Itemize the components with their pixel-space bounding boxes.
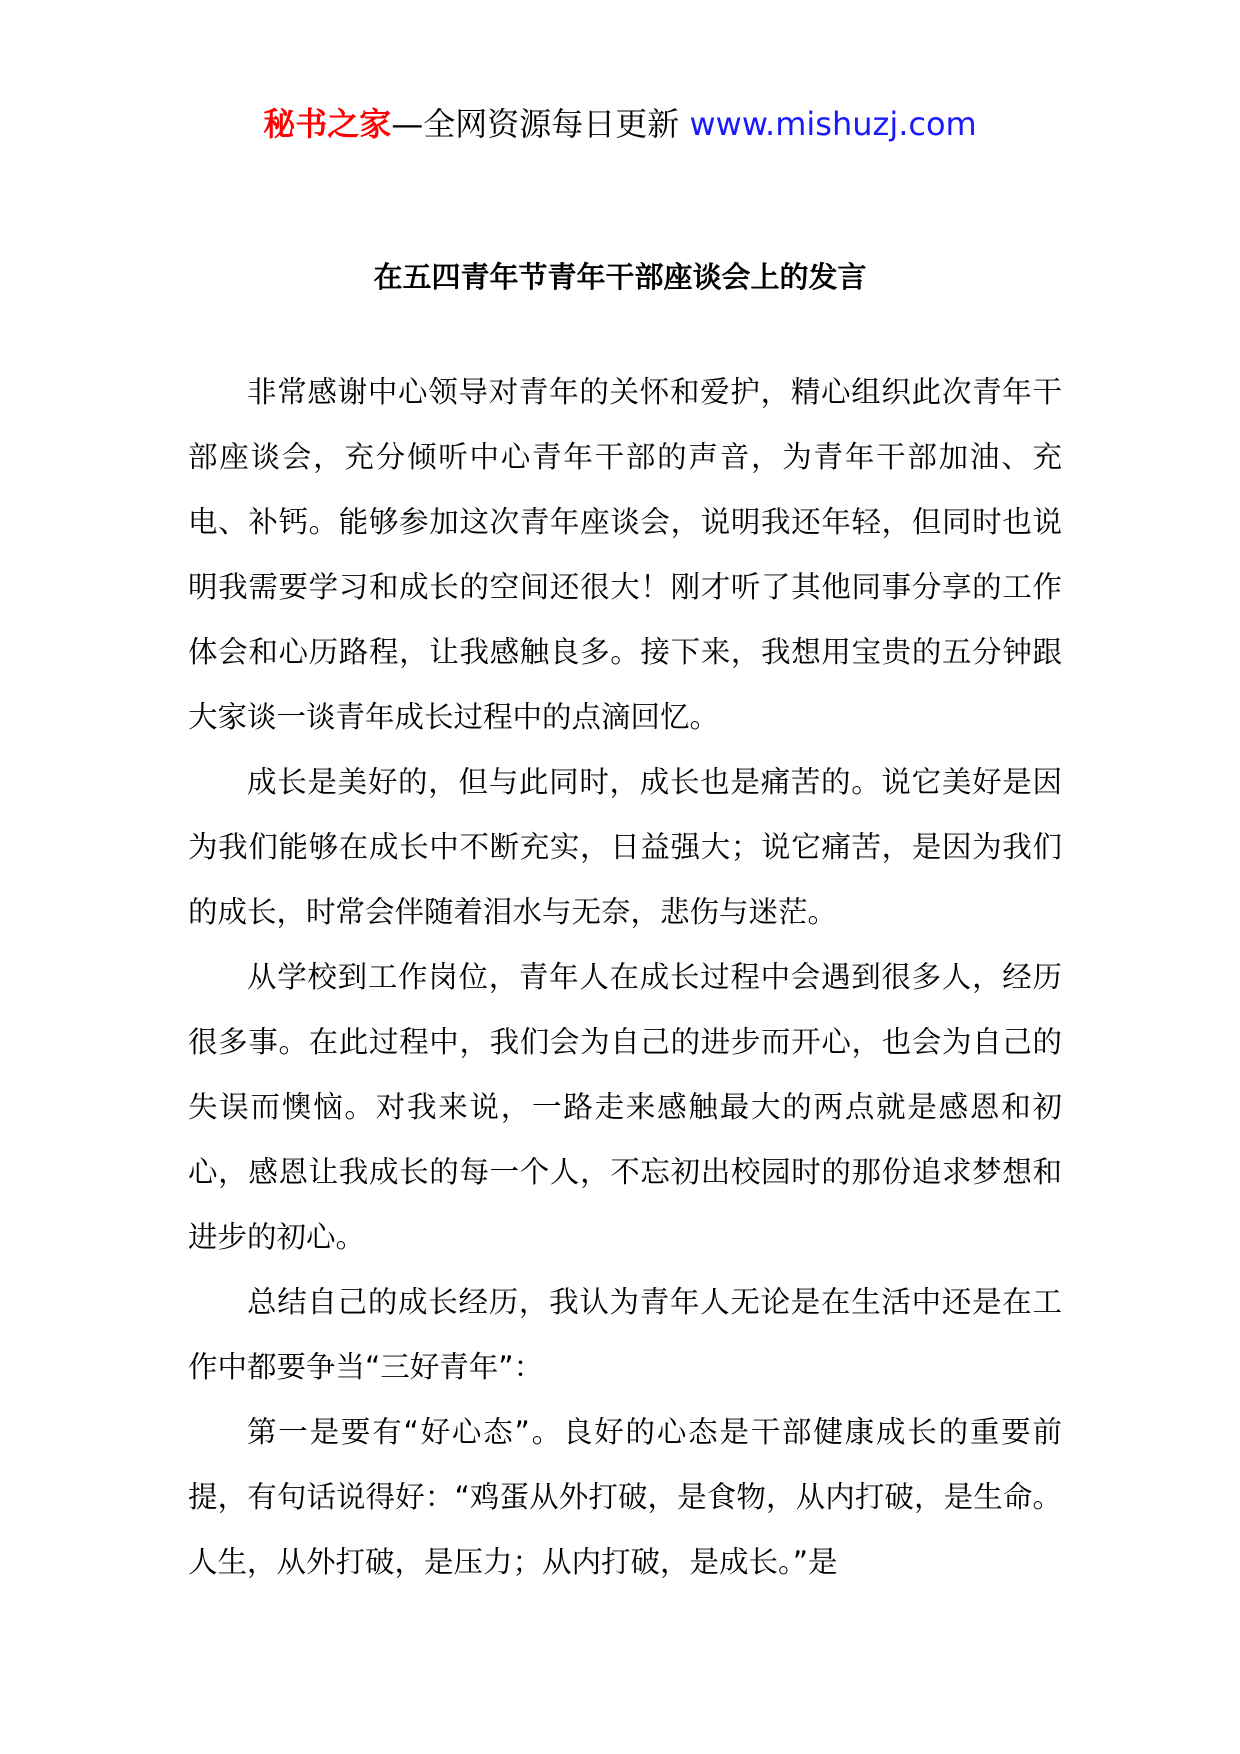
document-title: 在五四青年节青年干部座谈会上的发言 bbox=[373, 260, 867, 295]
paragraph-3: 从学校到工作岗位，青年人在成长过程中会遇到很多人，经历很多事。在此过程中，我们会为自己的进步而开心，也会为自己的失误而懊恼。对我来说，一路走来感触最大的两点就是感恩和初心，感恩让我成长的每一个人，不忘初出校园时的那份追求梦想和进步的初心。 bbox=[188, 960, 1062, 1254]
site-url-link[interactable]: www.mishuzj.com bbox=[689, 105, 977, 143]
paragraph-2: 成长是美好的，但与此同时，成长也是痛苦的。说它美好是因为我们能够在成长中不断充实，日益强大；说它痛苦，是因为我们的成长，时常会伴随着泪水与无奈，悲伤与迷茫。 bbox=[188, 765, 1062, 929]
paragraph-1: 非常感谢中心领导对青年的关怀和爱护，精心组织此次青年干部座谈会，充分倾听中心青年干部的声音，为青年干部加油、充电、补钙。能够参加这次青年座谈会，说明我还年轻，但同时也说明我需要学习和成长的空间还很大！刚才听了其他同事分享的工作体会和心历路程，让我感触良多。接下来，我想用宝贵的五分钟跟大家谈一谈青年成长过程中的点滴回忆。 bbox=[188, 375, 1062, 734]
paragraph-5: 第一是要有“好心态”。良好的心态是干部健康成长的重要前提，有句话说得好：“鸡蛋从外打破，是食物，从内打破，是生命。人生，从外打破，是压力；从内打破，是成长。”是 bbox=[188, 1415, 1062, 1579]
paragraph-4: 总结自己的成长经历，我认为青年人无论是在生活中还是在工作中都要争当“三好青年”： bbox=[188, 1285, 1062, 1384]
document-body bbox=[188, 360, 1062, 1595]
site-header bbox=[0, 100, 1240, 148]
site-slogan: —全网资源每日更新 bbox=[391, 105, 680, 143]
site-brand: 秘书之家 bbox=[263, 105, 392, 143]
